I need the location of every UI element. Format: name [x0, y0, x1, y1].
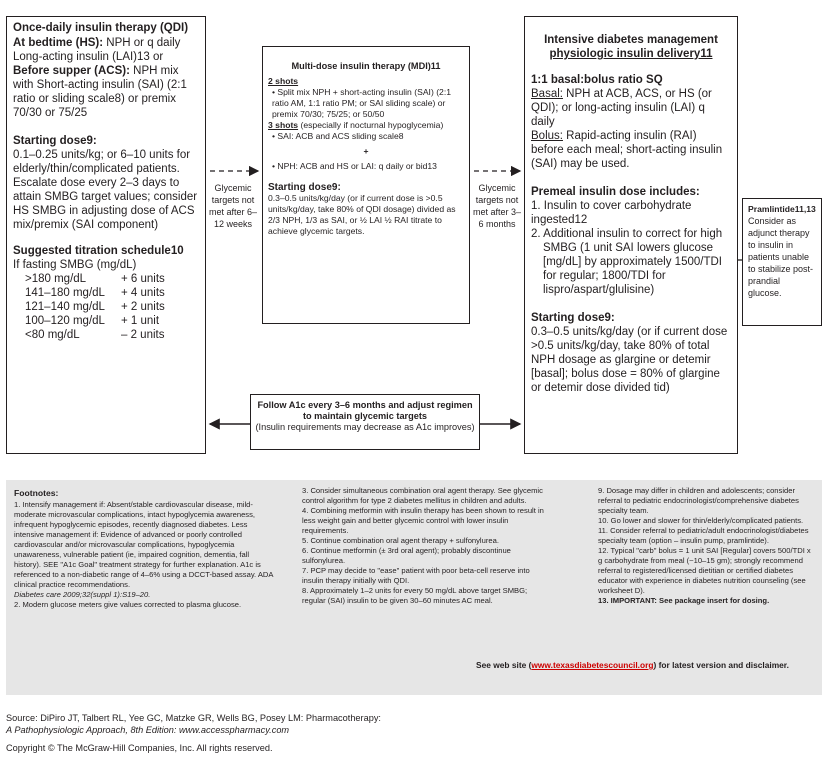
footnote-2: 2. Modern glucose meters give values corrected to plasma glucose.: [14, 600, 242, 609]
bolus-label: Bolus:: [531, 130, 563, 142]
source-citation: [6, 712, 806, 754]
footnote-6: 6. Continue metformin (± 3rd oral agent); probably discontinue sulfonylurea.: [302, 546, 511, 565]
premeal-item-1: 1. Insulin to cover carbohydrate ingested12: [531, 200, 692, 226]
footnote-1: 1. Intensify management if: Absent/stable cardiovascular disease, mild-moderate microvascular complications, intact hypoglycemia awareness, infrequent hypoglycemic episodes, recently diagnosed diabetes. Less intensive management if: Evidence of advanced or poorly controlled cardiovascular and/or microvascular complications, hypoglycemia unawareness, vulnerable patient (ie, impaired cognition, dementia, fall history). SEE "A1c Goal" treatment strategy for further explanation. A1c is referenced to a non-diabetic range of 4–6% using a DCCT-based assay. ADA clinical practice recommendations.: [14, 500, 274, 589]
website-link[interactable]: www.texasdiabetescouncil.org: [531, 660, 654, 670]
titration-units: + 2 units: [121, 301, 165, 313]
premeal-title: Premeal insulin dose includes:: [531, 186, 700, 198]
titration-units: + 4 units: [121, 287, 165, 299]
copyright: Copyright © The McGraw-Hill Companies, Inc. All rights reserved.: [6, 743, 273, 753]
glycemic-targets-right: Glycemic targets not met after 3–6 months: [472, 183, 522, 229]
website-post: ) for latest version and disclaimer.: [653, 660, 789, 670]
footnote-11: 11. Consider referral to pediatric/adult endocrinologist/diabetes specialty team (option – insulin pump, pramlintide).: [598, 526, 809, 545]
titration-range: 100–120 mg/dL: [25, 315, 105, 327]
qdi-titration-sub: If fasting SMBG (mg/dL): [13, 259, 137, 271]
footnote-12: 12. Typical "carb" bolus = 1 unit SAI [Regular] covers 500/TDI x g carbohydrate from meal (~10–15 gm); strongly recommend referral to registered/licensed dietitian or certified diabetes educator with experience in diabetes nutrition counseling (see worksheet D).: [598, 546, 811, 595]
footnotes-col1: [14, 500, 276, 610]
footnote-10: 10. Go lower and slower for thin/elderly/complicated patients.: [598, 516, 804, 525]
mdi-starting-title: Starting dose9:: [268, 182, 341, 193]
titration-range: 121–140 mg/dL: [25, 301, 105, 313]
titration-range: 141–180 mg/dL: [25, 287, 105, 299]
qdi-starting-title: Starting dose9:: [13, 135, 97, 147]
a1c-note: (Insulin requirements may decrease as A1c improves): [255, 422, 475, 432]
glycemic-targets-left: Glycemic targets not met after 6–12 weeks: [208, 183, 258, 229]
titration-units: + 6 units: [121, 273, 165, 285]
qdi-escalate-text: Escalate dose every 2–3 days to attain SMBG target values; consider HS SMBG in adjusting dose of ACS mix/premix (SAI component): [13, 177, 198, 231]
footnote-13: 13. IMPORTANT: See package insert for dosing.: [598, 596, 770, 605]
footnotes-col3: [598, 486, 816, 606]
titration-range: <80 mg/dL: [25, 329, 80, 341]
qdi-acs-text: NPH mix with Short-acting insulin (SAI) (2:1 ratio or sliding scale8) or premix 70/30 or 75/25: [13, 65, 187, 119]
mdi-sai-line: • SAI: ACB and ACS sliding scale8: [272, 131, 404, 141]
premeal-item-2: 2. Additional insulin to correct for high SMBG (1 unit SAI lowers glucose [mg/dL] by approximately 1500/TDI for regular; 1800/TDI for lispro/aspart/glulisine): [531, 228, 723, 296]
bolus-text: Rapid-acting insulin (RAI) before each meal; short-acting insulin (SAI) may be used.: [531, 130, 723, 170]
website-note: [476, 660, 789, 670]
titration-units: + 1 unit: [121, 315, 160, 327]
mdi-plus: +: [363, 146, 369, 156]
footnotes-col2: [302, 486, 552, 606]
mdi-three-shots-label: 3 shots: [268, 120, 299, 130]
intensive-title: Intensive diabetes management: [544, 34, 718, 46]
footnote-1-ref: Diabetes care 2009;32(suppl 1):S19–20.: [14, 590, 151, 599]
pramlintide-text: Consider as adjunct therapy to insulin in patients unable to stabilize post-prandial glucose.: [748, 216, 814, 298]
intensive-starting-text: 0.3–0.5 units/kg/day (or if current dose >0.5 units/kg/day, take 80% of total NPH dosage as glargine or detemir [basal]; bolus dose = 80% of glargine or detemir dose divided tid): [531, 326, 728, 394]
website-pre: See web site (: [476, 660, 532, 670]
footnote-5: 5. Continue combination oral agent therapy + sulfonylurea.: [302, 536, 499, 545]
qdi-acs-label: Before supper (ACS):: [13, 65, 130, 77]
footnote-9: 9. Dosage may differ in children and adolescents; consider referral to pediatric endocrinologist/comprehensive diabetes specialty team.: [598, 486, 799, 515]
qdi-starting-text: 0.1–0.25 units/kg; or 6–10 units for elderly/thin/complicated patients.: [13, 149, 191, 175]
footnotes-panel: [6, 480, 822, 695]
mdi-two-shots: 2 shots: [268, 76, 299, 86]
a1c-title: Follow A1c every 3–6 months and adjust regimen to maintain glycemic targets: [257, 400, 473, 421]
pramlintide-title: Pramlintide11,13: [748, 204, 816, 214]
mdi-title: Multi-dose insulin therapy (MDI)11: [291, 61, 441, 71]
titration-units: – 2 units: [121, 329, 165, 341]
qdi-hs-text: NPH or q daily Long-acting insulin (LAI)13 or: [13, 37, 181, 63]
basal-label: Basal:: [531, 88, 563, 100]
titration-range: >180 mg/dL: [25, 273, 87, 285]
source-line-1: Source: DiPiro JT, Talbert RL, Yee GC, Matzke GR, Wells BG, Posey LM: Pharmacotherapy:: [6, 713, 381, 723]
mdi-starting-text: 0.3–0.5 units/kg/day (or if current dose is >0.5 units/kg/day, take 80% of QDI dosage) divided as 2/3 NPH, 1/3 as SAI, or ½ LAI ½ RAI titrate to achieve glycemic targets.: [268, 193, 456, 236]
qdi-hs-label: At bedtime (HS):: [13, 37, 104, 49]
source-line-2: A Pathophysiologic Approach, 8th Edition: www.accesspharmacy.com: [6, 725, 290, 735]
qdi-titration-title: Suggested titration schedule10: [13, 245, 184, 257]
qdi-title: Once-daily insulin therapy (QDI): [13, 22, 189, 34]
footnote-3: 3. Consider simultaneous combination oral agent therapy. See glycemic control algorithm for type 2 diabetes mellitus in children and adults.: [302, 486, 543, 505]
basal-text: NPH at ACB, ACS, or HS (or QDI); or long-acting insulin (LAI) q daily: [531, 88, 712, 128]
footnote-4: 4. Combining metformin with insulin therapy has been shown to result in less weight gain and better glycemic control with lower insulin requirements.: [302, 506, 544, 535]
mdi-two-shots-text: • Split mix NPH + short-acting insulin (SAI) (2:1 ratio AM, 1:1 ratio PM; or SAI sliding scale) or premix 70/30; 75/25; or 50/50: [272, 87, 452, 119]
mdi-nph-line: • NPH: ACB and HS or LAI: q daily or bid13: [272, 161, 437, 171]
footnotes-header: Footnotes:: [14, 488, 59, 498]
footnote-7: 7. PCP may decide to "ease" patient with poor beta-cell reserve into insulin therapy initially with QDI.: [302, 566, 530, 585]
intensive-subtitle-text: physiologic insulin delivery11: [549, 48, 713, 60]
mdi-three-shots-note: (especially if nocturnal hypoglycemia): [300, 120, 444, 130]
intensive-starting-title: Starting dose9:: [531, 312, 615, 324]
intensive-ratio-title: 1:1 basal:bolus ratio SQ: [531, 74, 663, 86]
footnote-8: 8. Approximately 1–2 units for every 50 mg/dL above target SMBG; regular (SAI) insulin to be given 30–60 minutes AC meal.: [302, 586, 528, 605]
